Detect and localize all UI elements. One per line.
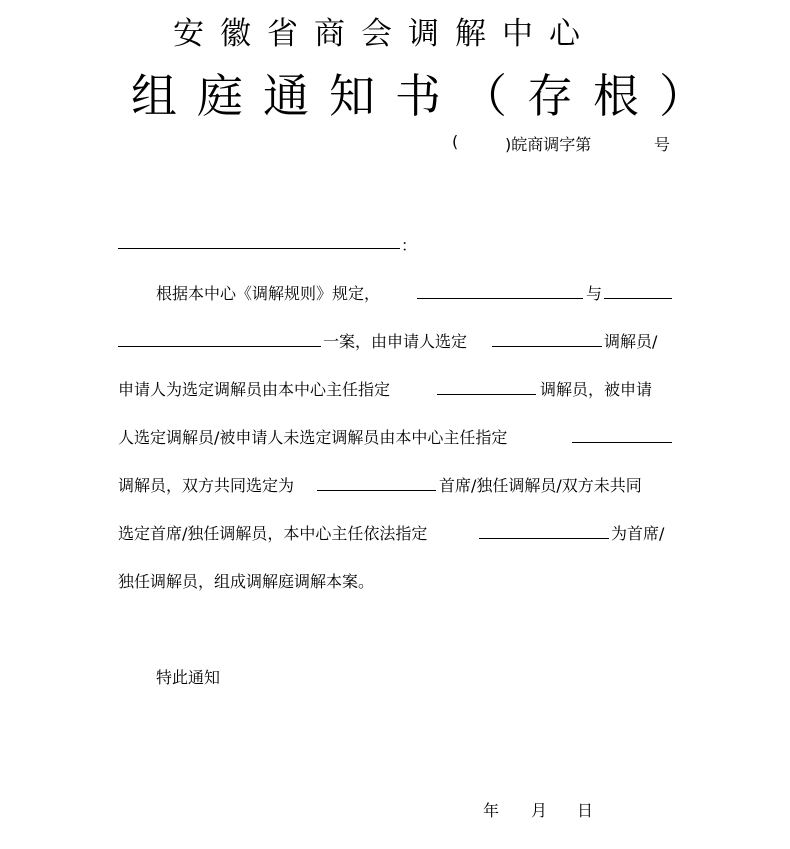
appointed-mediator-blank-2[interactable] <box>572 442 672 443</box>
body-line5-text: 调解员，双方共同选定为 <box>118 476 295 495</box>
respondent-blank-cont[interactable] <box>118 346 321 347</box>
reference-suffix: 号 <box>654 135 671 154</box>
joint-chief-blank[interactable] <box>317 490 436 491</box>
body-line4-text: 人选定调解员/被申请人未选定调解员由本中心主任指定 <box>118 428 508 447</box>
reference-open-paren: ( <box>452 132 459 151</box>
body-line3-end: 调解员，被申请 <box>540 380 653 399</box>
date-month-label: 月 <box>531 801 548 820</box>
body-line1-with: 与 <box>586 284 603 303</box>
org-title: 安徽省商会调解中心 <box>173 16 596 52</box>
date-day-label: 日 <box>577 801 594 820</box>
applicant-blank[interactable] <box>417 298 583 299</box>
director-appointed-blank[interactable] <box>479 538 609 539</box>
body-line6-end: 为首席/ <box>611 524 665 543</box>
addressee-blank[interactable] <box>118 248 400 249</box>
date-year-label: 年 <box>483 801 500 820</box>
body-line6-text: 选定首席/独任调解员，本中心主任依法指定 <box>118 524 428 543</box>
applicant-mediator-blank[interactable] <box>492 346 602 347</box>
body-line7-text: 独任调解员，组成调解庭调解本案。 <box>118 572 375 591</box>
body-line2-text: 一案，由申请人选定 <box>323 332 468 351</box>
body-line5-end: 首席/独任调解员/双方未共同 <box>439 476 642 495</box>
document-title: 组庭通知书（存根） <box>131 69 725 123</box>
reference-prefix: )皖商调字第 <box>505 135 592 154</box>
notice-text: 特此通知 <box>156 668 221 687</box>
addressee-colon: ： <box>401 236 418 255</box>
appointed-mediator-blank-1[interactable] <box>437 394 536 395</box>
respondent-blank[interactable] <box>604 298 672 299</box>
body-line1-text: 根据本中心《调解规则》规定， <box>156 284 381 303</box>
body-line3-text: 申请人为选定调解员由本中心主任指定 <box>118 380 391 399</box>
body-line2-end: 调解员/ <box>604 332 658 351</box>
